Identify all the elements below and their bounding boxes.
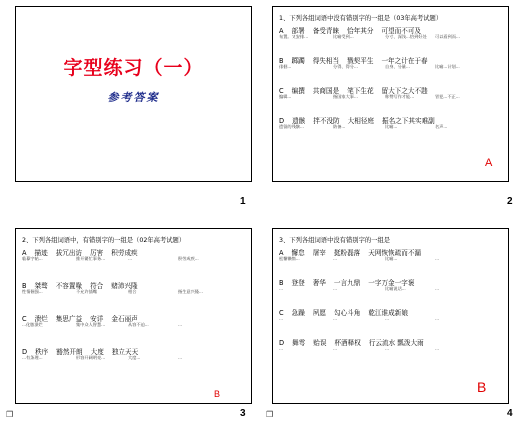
option-word: 大度 [90,348,104,356]
option-note: 指生意兴隆... [178,289,203,294]
option-note: 防备... [333,124,346,129]
answer-mark: A [485,157,493,169]
option-word: 桀骜 [34,282,48,290]
option-word: 奢华 [312,279,326,287]
answer-mark: B [477,379,487,395]
option-note: ... [279,346,283,351]
option-word: 行云流水 瓢泼大雨 [368,339,424,347]
option-label: B [22,282,27,290]
option-word: 夙愿 [312,309,326,317]
option-word: 拌不没防 [313,117,340,125]
option-note: 相合 [128,289,137,294]
option-word: 共商国是 [312,87,340,95]
option-row [279,337,432,347]
option-note: ... [128,256,132,261]
option-word: 笔下生花 [347,87,374,95]
option-label: B [279,57,284,65]
option-word: 舞雩 [292,339,306,347]
option-word: 备受青睐 [312,27,340,35]
question-text: 1、下列各组词语中没有错别字的一组是（03年高考试题） [279,15,443,22]
option-word: 杯酒释权 [334,339,361,347]
option-note: 集中众人智慧... [76,322,106,327]
option-word: 贻误 [313,339,327,347]
option-note: 徘徊... [279,64,292,69]
question-text: 3、下列各组词语中没有错别字的一组是 [279,237,391,244]
option-word: 描迹 [34,249,48,257]
option-word: 一言九鼎 [333,279,361,287]
option-note: 冒犯...不正... [435,94,460,99]
option-note: ...有条理... [22,355,43,360]
page-number: 4 [507,408,513,419]
option-note: 临摹字帖... [22,256,43,261]
option-note: 比喻... [385,256,398,261]
option-note: ... [333,346,337,351]
option-word: 一年之计在于春 [381,57,428,65]
option-word: 一字万金一字褒 [368,279,415,287]
option-label: A [279,249,284,257]
option-note: ... [333,286,337,291]
option-word: 溃烂 [34,315,48,323]
page-number: 2 [507,196,513,207]
option-word: 部署 [291,27,305,35]
option-note: ... [385,316,389,321]
slide-1 [15,6,252,182]
option-word: 遗骸 [292,117,306,125]
option-note: 比喻受到... [333,34,354,39]
option-note: 不允许插嘴 [76,289,97,294]
option-word: 秩序 [35,348,49,356]
option-note: 名声... [435,124,448,129]
option-word: 挺粉磊落 [333,249,361,257]
question-text: 2、下列各组词语中，有错别字的一组是（02年高考试题） [22,237,186,244]
option-note: 可以看到而... [435,34,460,39]
option-note: 性情倔强... [22,289,43,294]
option-word: 踯躅 [291,57,305,65]
option-word: 赌沛兴隆 [111,282,138,290]
option-note: ... [178,355,182,360]
option-note: ... [333,256,337,261]
option-note: 推开繁忙事务... [76,256,106,261]
page-number: 1 [240,196,246,207]
option-note: ... [435,316,439,321]
option-word: 大相径庭 [347,117,375,125]
option-word: 得失相当 [312,57,340,65]
option-label: D [279,117,285,125]
option-note: 形容开阔明亮... [76,355,106,360]
page-mark-icon: ❒ [266,410,274,419]
option-word: 戮契平生 [347,57,374,65]
option-note: ... [279,286,283,291]
option-word: 安详 [90,315,104,323]
slide-3 [15,228,252,404]
option-note: ... [435,256,439,261]
option-note: 指国家大事... [333,94,358,99]
option-word: 留大下之大不韪 [381,87,428,95]
option-row [279,307,416,317]
slide-2 [272,6,509,182]
option-note: 分得、得分... [333,64,358,69]
option-label: D [279,339,285,347]
option-note: 松懈懒惰... [279,256,300,261]
option-label: C [22,315,27,323]
slide-subtitle: 参考答案 [107,91,160,104]
option-note: ... [333,316,337,321]
option-word: 振名之下其实难副 [382,117,435,125]
option-note: 积劳成疾... [178,256,199,261]
option-note: 比喻说话... [385,286,406,291]
option-word: 金石丽声 [111,315,138,323]
option-word: 天网恢恢疏而不漏 [368,249,422,257]
option-word: 编撰 [291,87,305,95]
option-word: 拔冗出访 [55,249,83,257]
option-note: 大度... [128,355,141,360]
option-word: 可望而不可及 [381,27,422,35]
option-label: A [22,249,27,257]
option-note: 遗留的残骸... [279,124,304,129]
option-word: 独立天天 [111,348,139,356]
option-note: 布置。又安排... [279,34,309,39]
option-word: 急躁 [291,309,305,317]
option-note: ... [279,316,283,321]
option-word: 登登 [291,279,305,287]
slide-4 [272,228,509,404]
slide-title: 字型练习（一） [63,57,204,79]
option-label: C [279,309,284,317]
option-note: 从容不迫... [128,322,149,327]
option-word: 不容置喙 [55,282,83,290]
option-word: 符合 [90,282,104,290]
option-note: 比喻...计划... [435,64,460,69]
option-word: 厉害 [90,249,104,257]
option-label: B [279,279,284,287]
option-label: A [279,27,284,35]
option-note: ... [178,322,182,327]
option-word: 豁然开朗 [56,348,83,356]
option-word: 集思广益 [55,315,83,323]
option-note: ...化脓溃烂 [22,322,43,327]
option-word: 屠宰 [312,249,326,257]
page-mark-icon: ❒ [6,410,14,419]
option-row [279,247,429,257]
option-word: 勾心斗角 [333,309,361,317]
option-word: 积劳成疾 [111,249,138,257]
option-note: ... [435,346,439,351]
option-note: 自身、分量... [385,64,410,69]
option-note: 称赞写作才能... [385,94,415,99]
option-label: D [22,348,28,356]
option-note: 分寸、深浅...恰到好处 [385,34,427,39]
page-number: 3 [240,408,246,419]
answer-mark: B [214,389,221,399]
option-note: ... [385,346,389,351]
option-label: C [279,87,284,95]
option-note: 比喻... [385,124,398,129]
option-note: 编辑... [279,94,292,99]
option-word: 懈怠 [291,249,305,257]
option-word: 恰年其分 [347,27,374,35]
option-note: ... [435,286,439,291]
option-word: 乾江谁成新娘 [368,309,408,317]
